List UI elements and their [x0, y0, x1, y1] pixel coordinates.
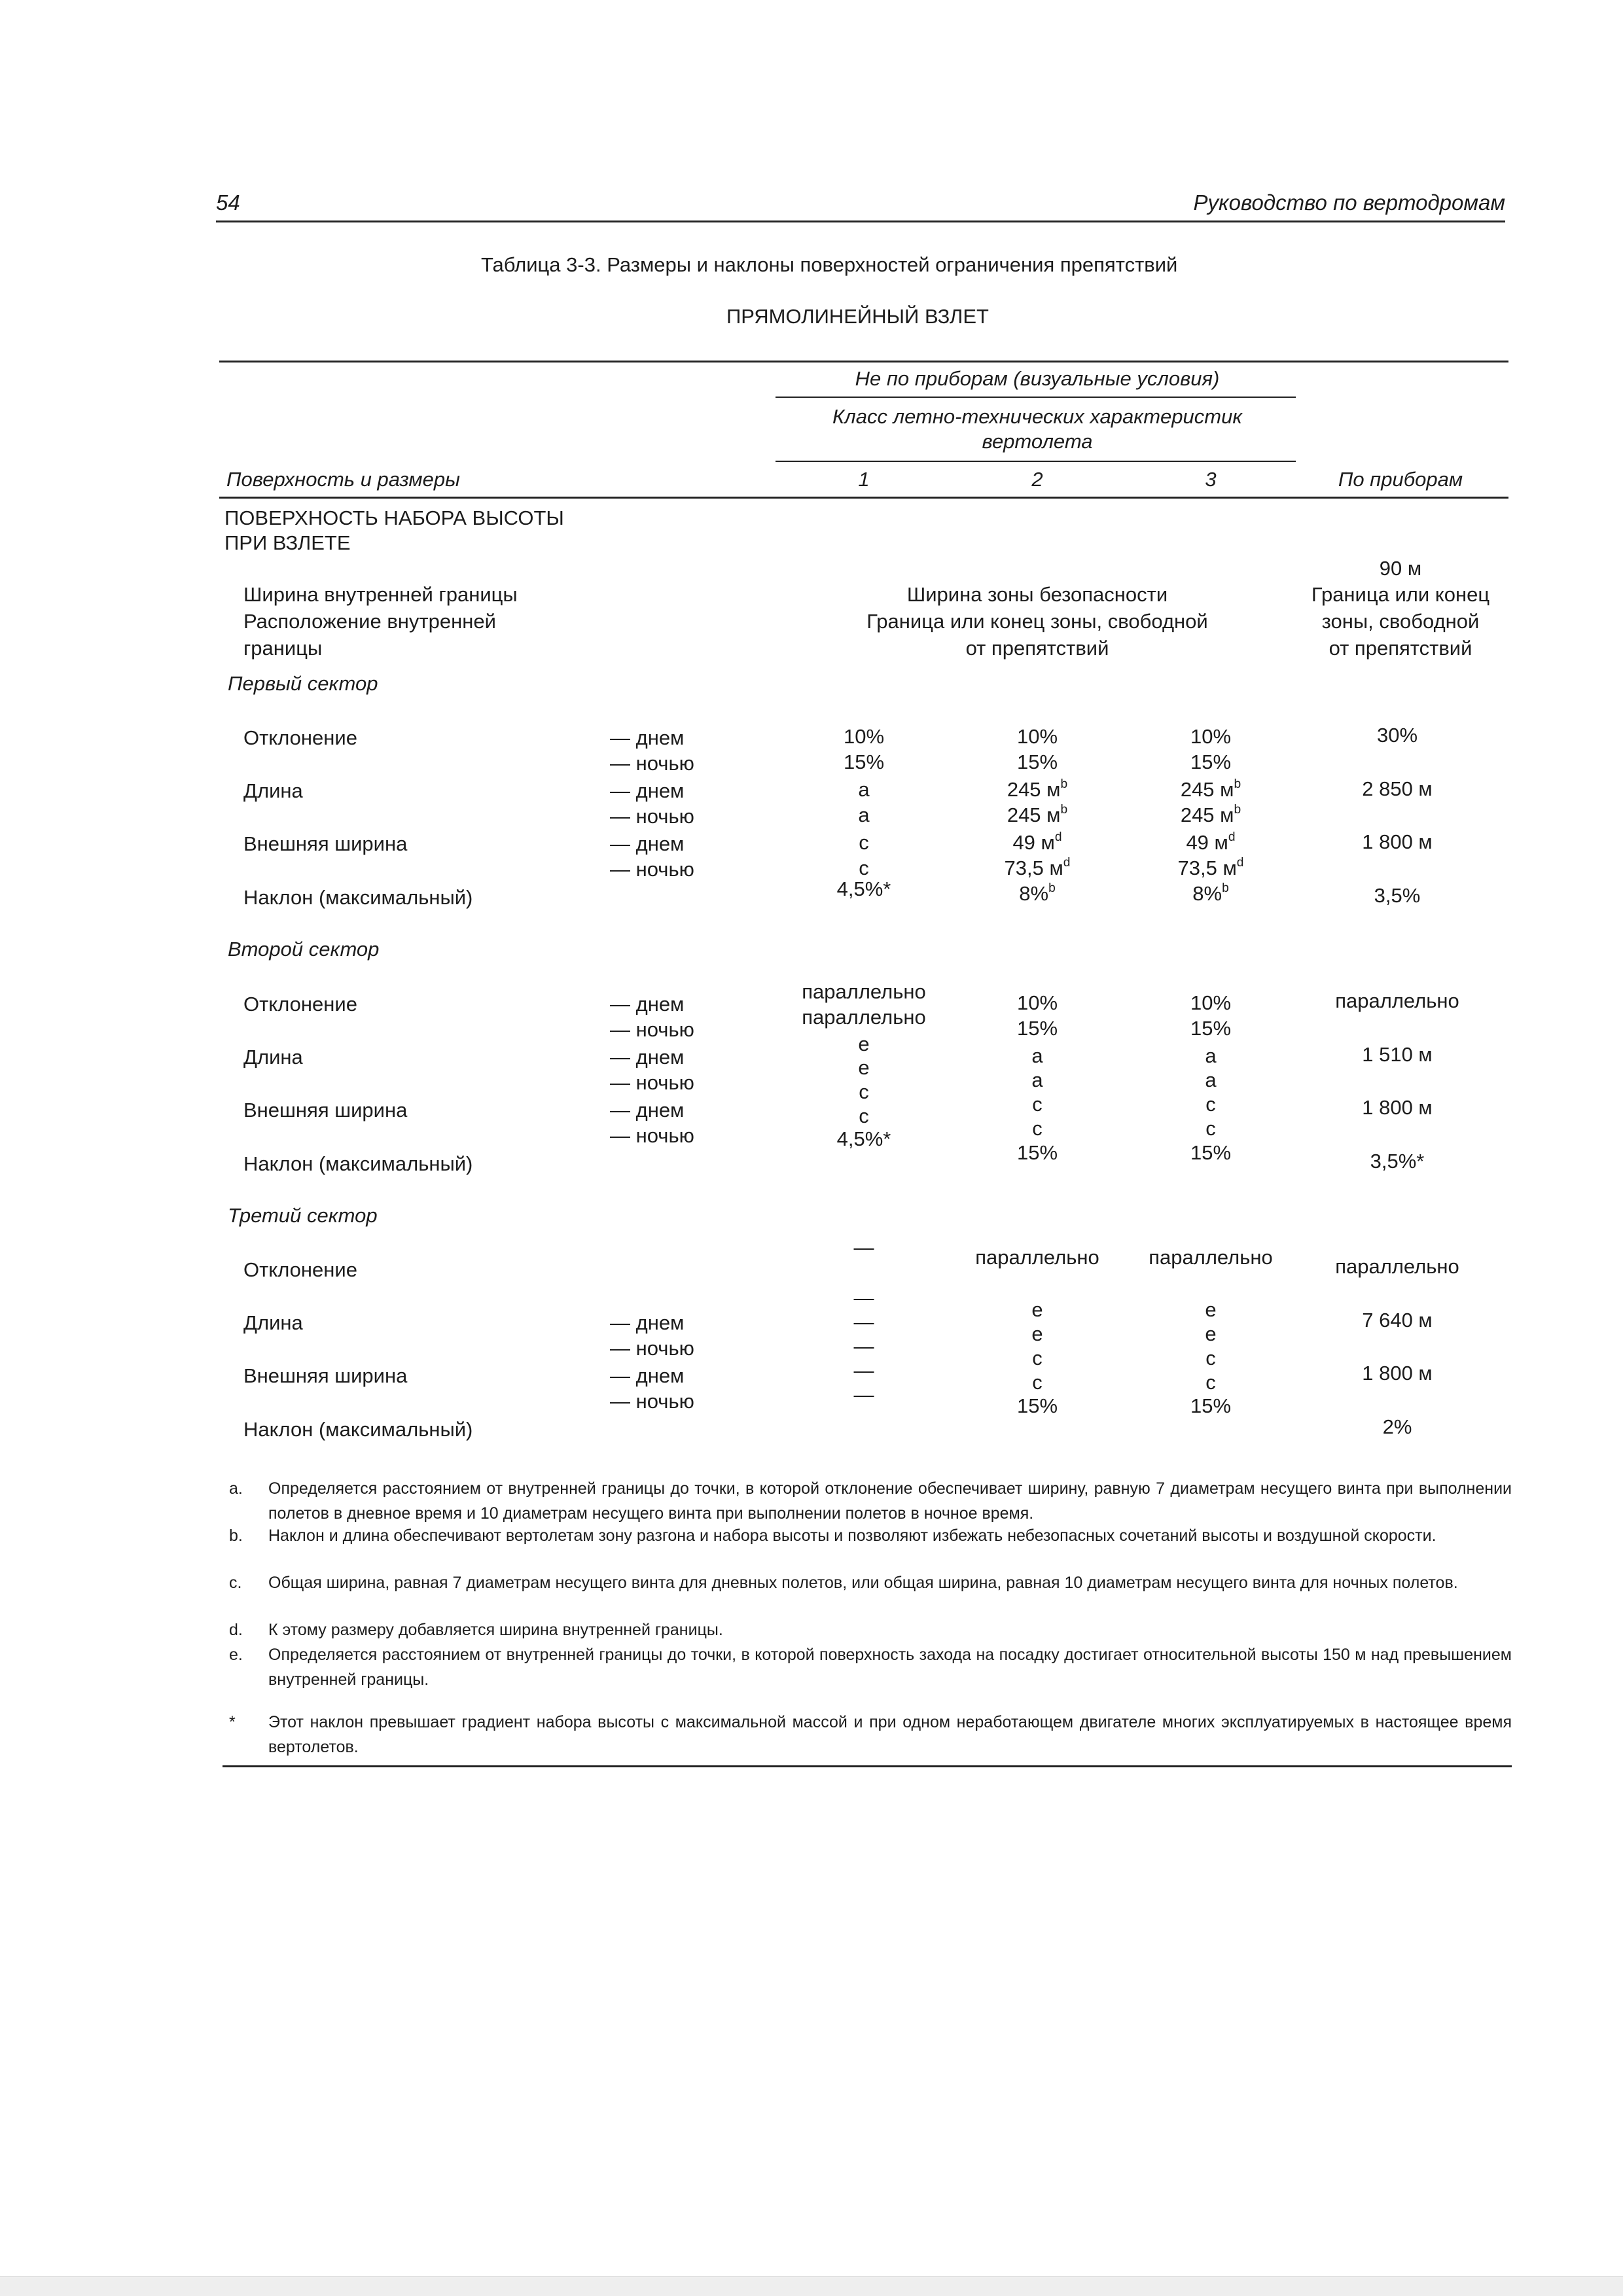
- s2-c4-v3: 1 800 м: [1362, 1096, 1433, 1119]
- table-top-rule: [219, 361, 1508, 362]
- s3-c3-v4: c: [1205, 1347, 1216, 1369]
- header-bottom-rule: [219, 497, 1508, 499]
- s2-c4-v4: 3,5%*: [1370, 1150, 1425, 1173]
- s1-c1-v2: 15%: [843, 751, 885, 773]
- running-title: Руководство по вертодромам: [1193, 190, 1505, 215]
- s2-c1-v4: e: [858, 1056, 870, 1079]
- s1-c3-v1: 10%: [1190, 725, 1232, 748]
- s3-c3-v6: 15%: [1190, 1394, 1232, 1417]
- s2-c1-v1: параллельно: [802, 980, 926, 1003]
- s1-divergence-label: Отклонение: [243, 726, 357, 749]
- s1-c3-v7: 8%$^b$: [1192, 881, 1229, 905]
- s2-c4-v1: параллельно: [1335, 989, 1459, 1012]
- s3-c4-v1: параллельно: [1335, 1255, 1459, 1278]
- s1-c2-v7: 8%$^b$: [1019, 881, 1056, 905]
- s3-c4-v2: 7 640 м: [1362, 1309, 1433, 1332]
- inner-edge-visual-value-2: Граница или конец зоны, свободной: [866, 610, 1208, 633]
- s1-night-1: — ночью: [610, 752, 694, 775]
- s1-day-3: — днем: [610, 832, 685, 855]
- s2-c2-v5: c: [1032, 1093, 1043, 1116]
- class-1-header: 1: [858, 468, 870, 491]
- s2-c2-v4: a: [1031, 1069, 1043, 1091]
- s1-night-2: — ночью: [610, 805, 694, 828]
- s1-c1-v3: a: [858, 778, 870, 801]
- inner-edge-visual-value-3: от препятствий: [965, 637, 1109, 660]
- class-3-header: 3: [1205, 468, 1217, 491]
- s1-c3-v5: 49 $м^d$: [1186, 830, 1236, 854]
- inner-edge-instrument-width: 90 м: [1379, 557, 1422, 580]
- s2-c1-v2: параллельно: [802, 1006, 926, 1029]
- s3-c2-v3: e: [1031, 1322, 1043, 1345]
- s3-c3-v2: e: [1205, 1298, 1217, 1321]
- s1-c3-v3: 245 $м^b$: [1180, 777, 1241, 801]
- s3-c1-v4: —: [853, 1335, 874, 1358]
- s1-c1-v4: a: [858, 804, 870, 826]
- s3-c1-v2: —: [853, 1286, 874, 1309]
- s1-c3-v2: 15%: [1190, 751, 1232, 773]
- s1-length-label: Длина: [243, 779, 303, 802]
- s2-c2-v2: 15%: [1016, 1017, 1058, 1040]
- s1-c2-v3: 245 $м^b$: [1007, 777, 1068, 801]
- inner-edge-instrument-location-3: от препятствий: [1329, 637, 1472, 660]
- s1-c2-v1: 10%: [1016, 725, 1058, 748]
- s2-c3-v1: 10%: [1190, 991, 1232, 1014]
- inner-edge-location-label: Расположение внутренней: [243, 610, 496, 633]
- s2-day-1: — днем: [610, 993, 685, 1016]
- s3-c1-v5: —: [853, 1359, 874, 1382]
- s3-c1-v6: —: [853, 1383, 874, 1406]
- inner-edge-visual-value: Ширина зоны безопасности: [906, 583, 1168, 606]
- s3-c2-v2: e: [1031, 1298, 1043, 1321]
- s3-slope-label: Наклон (максимальный): [243, 1418, 473, 1441]
- s3-length-label: Длина: [243, 1311, 303, 1334]
- visual-conditions-header: Не по приборам (визуальные условия): [855, 367, 1220, 390]
- viewer-bottom-bar: [0, 2276, 1623, 2296]
- class-2-header: 2: [1031, 468, 1043, 491]
- s1-c4-v4: 3,5%: [1374, 884, 1421, 907]
- inner-edge-instrument-location: Граница или конец: [1311, 583, 1490, 606]
- s2-day-3: — днем: [610, 1099, 685, 1122]
- s1-c2-v5: 49 $м^d$: [1012, 830, 1062, 854]
- s1-outer-width-label: Внешняя ширина: [243, 832, 408, 855]
- second-section-title: Второй сектор: [228, 938, 380, 961]
- s3-c2-v5: c: [1032, 1371, 1043, 1394]
- s1-c2-v4: 245 $м^b$: [1007, 802, 1068, 826]
- s3-c3-v5: c: [1205, 1371, 1216, 1394]
- s2-c1-v5: c: [859, 1080, 869, 1103]
- s2-c3-v3: a: [1205, 1044, 1217, 1067]
- s2-c2-v3: a: [1031, 1044, 1043, 1067]
- page-number: 54: [216, 190, 240, 215]
- inner-edge-instrument-location-2: зоны, свободной: [1321, 610, 1480, 633]
- s2-outer-width-label: Внешняя ширина: [243, 1099, 408, 1122]
- s3-c1-v1: —: [853, 1236, 874, 1259]
- s2-length-label: Длина: [243, 1046, 303, 1069]
- s2-c2-v7: 15%: [1016, 1141, 1058, 1164]
- s3-day-1: — днем: [610, 1311, 685, 1334]
- s1-c4-v3: 1 800 м: [1362, 830, 1433, 853]
- s1-c3-v6: 73,5 $м^d$: [1177, 855, 1244, 879]
- s1-c1-v6: c: [859, 857, 869, 879]
- s3-c4-v4: 2%: [1382, 1415, 1412, 1438]
- s3-outer-width-label: Внешняя ширина: [243, 1364, 408, 1387]
- s3-c3-v1: параллельно: [1149, 1246, 1273, 1269]
- s2-c2-v1: 10%: [1016, 991, 1058, 1014]
- s1-c1-v7: 4,5%*: [836, 877, 891, 900]
- s3-divergence-label: Отклонение: [243, 1258, 357, 1281]
- s3-night-2: — ночью: [610, 1390, 694, 1413]
- instrument-header: По приборам: [1338, 468, 1463, 491]
- s3-night-1: — ночью: [610, 1337, 694, 1360]
- s1-slope-label: Наклон (максимальный): [243, 886, 473, 909]
- s1-night-3: — ночью: [610, 858, 694, 881]
- s3-c3-v3: e: [1205, 1322, 1217, 1345]
- surface-column-header: Поверхность и размеры: [226, 468, 460, 491]
- third-section-title: Третий сектор: [228, 1204, 378, 1227]
- visual-header-rule: [776, 397, 1296, 398]
- s2-c4-v2: 1 510 м: [1362, 1043, 1433, 1066]
- s3-c1-v3: —: [853, 1311, 874, 1333]
- header-rule: [216, 221, 1505, 222]
- s2-night-2: — ночью: [610, 1071, 694, 1094]
- s3-c2-v1: параллельно: [975, 1246, 1099, 1269]
- s1-c2-v6: 73,5 $м^d$: [1004, 855, 1071, 879]
- s3-c2-v6: 15%: [1016, 1394, 1058, 1417]
- section-title: ПОВЕРХНОСТЬ НАБОРА ВЫСОТЫ: [224, 506, 564, 529]
- perf-class-header: Класс летно-технических характеристик: [832, 405, 1242, 428]
- s1-c4-v1: 30%: [1376, 724, 1418, 747]
- s3-c4-v3: 1 800 м: [1362, 1362, 1433, 1385]
- s2-night-3: — ночью: [610, 1124, 694, 1147]
- s2-night-1: — ночью: [610, 1018, 694, 1041]
- s2-divergence-label: Отклонение: [243, 993, 357, 1016]
- s1-day-2: — днем: [610, 779, 685, 802]
- inner-edge-location-label-2: границы: [243, 637, 323, 660]
- s1-c3-v4: 245 $м^b$: [1180, 802, 1241, 826]
- s2-day-2: — днем: [610, 1046, 685, 1069]
- s1-c1-v5: c: [859, 831, 869, 854]
- table-subtitle: ПРЯМОЛИНЕЙНЫЙ ВЗЛЕТ: [726, 305, 989, 328]
- s2-c3-v5: c: [1205, 1093, 1216, 1116]
- table-bottom-rule: [223, 1765, 1512, 1767]
- s2-c1-v6: c: [859, 1104, 869, 1127]
- s2-c1-v7: 4,5%*: [836, 1127, 891, 1150]
- s2-slope-label: Наклон (максимальный): [243, 1152, 473, 1175]
- first-section-title: Первый сектор: [228, 672, 378, 695]
- section-title-2: ПРИ ВЗЛЕТЕ: [224, 531, 351, 554]
- s2-c3-v7: 15%: [1190, 1141, 1232, 1164]
- class-header-rule: [776, 461, 1296, 462]
- s2-c3-v6: c: [1205, 1117, 1216, 1140]
- table-caption: Таблица 3-3. Размеры и наклоны поверхностей ограничения препятствий: [481, 253, 1178, 276]
- s3-c2-v4: c: [1032, 1347, 1043, 1369]
- s1-day-1: — днем: [610, 726, 685, 749]
- s2-c3-v2: 15%: [1190, 1017, 1232, 1040]
- s1-c1-v1: 10%: [843, 725, 885, 748]
- s1-c4-v2: 2 850 м: [1362, 777, 1433, 800]
- inner-edge-width-label: Ширина внутренней границы: [243, 583, 518, 606]
- s2-c1-v3: e: [858, 1033, 870, 1055]
- s3-day-2: — днем: [610, 1364, 685, 1387]
- s2-c3-v4: a: [1205, 1069, 1217, 1091]
- perf-class-header-2: вертолета: [982, 430, 1093, 453]
- s2-c2-v6: c: [1032, 1117, 1043, 1140]
- s1-c2-v2: 15%: [1016, 751, 1058, 773]
